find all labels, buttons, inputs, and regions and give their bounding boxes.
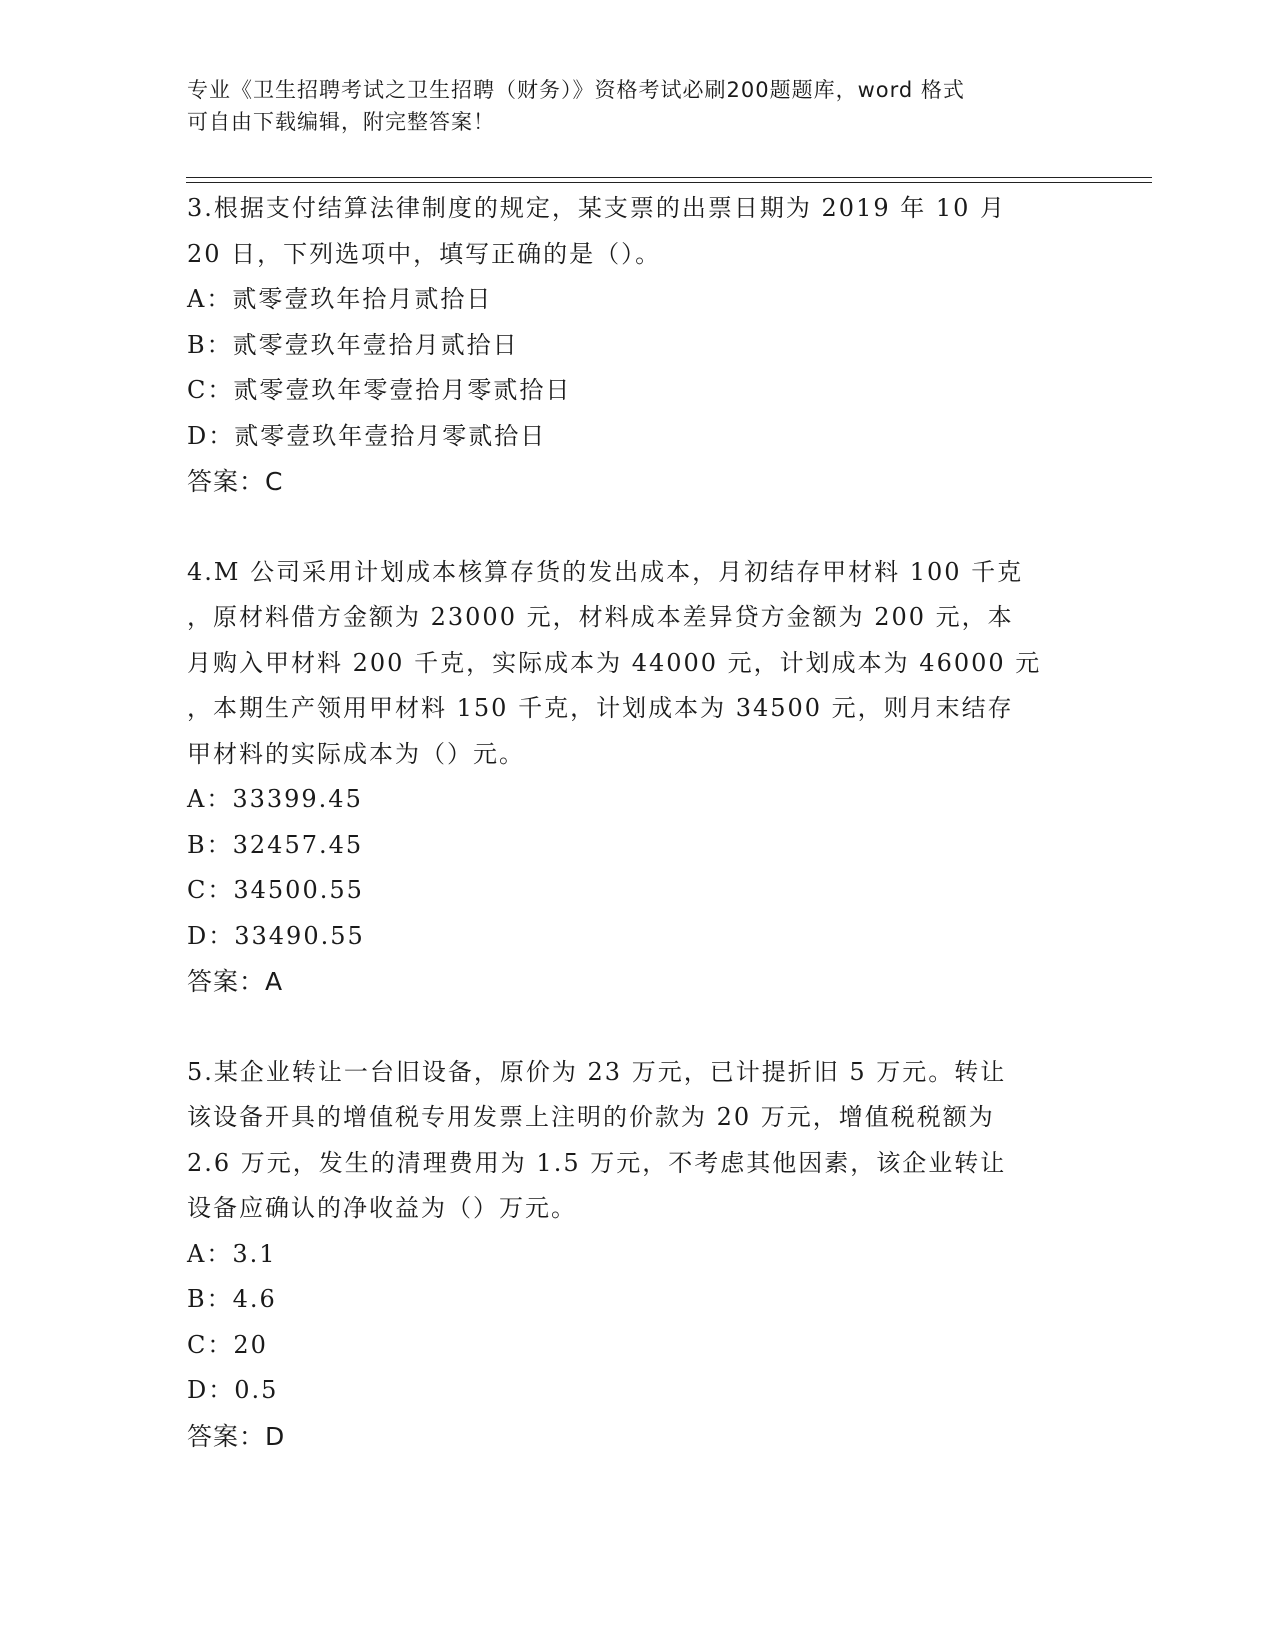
option-b: B：32457.45 — [187, 830, 364, 859]
option-c: C：34500.55 — [187, 876, 364, 904]
question-text — [187, 186, 1087, 277]
question-line: 设备应确认的净收益为（）万元。 — [187, 1194, 577, 1222]
option-b: B：4.6 — [187, 1285, 277, 1313]
question-spacer — [187, 1005, 1087, 1050]
question-3 — [187, 186, 1087, 505]
option-d: D：0.5 — [187, 1376, 279, 1404]
question-line: 月购入甲材料 200 千克，实际成本为 44000 元，计划成本为 46000 元 — [187, 648, 1042, 677]
option-d: D：33490.55 — [187, 921, 365, 950]
option-b: B：贰零壹玖年壹拾月贰拾日 — [187, 330, 519, 359]
answer-line: 答案：D — [187, 1421, 286, 1451]
question-text — [187, 1050, 1087, 1232]
question-line: 2.6 万元，发生的清理费用为 1.5 万元，不考虑其他因素，该企业转让 — [187, 1148, 1007, 1177]
question-line: 20 日，下列选项中，填写正确的是（）。 — [187, 239, 662, 268]
header-line-1: 专业《卫生招聘考试之卫生招聘（财务）》资格考试必刷200题题库，word 格式 — [187, 78, 965, 102]
header-rule-top — [186, 177, 1152, 178]
answer-line: 答案：C — [187, 467, 284, 496]
option-a: A：贰零壹玖年拾月贰拾日 — [187, 285, 493, 313]
question-text — [187, 550, 1087, 778]
document-header — [187, 74, 1067, 138]
question-list — [187, 186, 1087, 1459]
header-line-2: 可自由下载编辑，附完整答案！ — [187, 110, 495, 134]
question-line: 该设备开具的增值税专用发票上注明的价款为 20 万元，增值税税额为 — [187, 1103, 995, 1131]
question-5 — [187, 1050, 1087, 1460]
option-d: D：贰零壹玖年壹拾月零贰拾日 — [187, 421, 547, 450]
question-line: ，原材料借方金额为 23000 元，材料成本差异贷方金额为 200 元，本 — [187, 603, 1014, 631]
question-4 — [187, 550, 1087, 1005]
header-rule-bottom — [186, 182, 1152, 183]
question-line: 3.根据支付结算法律制度的规定，某支票的出票日期为 2019 年 10 月 — [187, 194, 1007, 222]
option-a: A：33399.45 — [187, 785, 363, 813]
option-c: C：20 — [187, 1330, 268, 1359]
option-a: A：3.1 — [187, 1239, 277, 1268]
option-c: C：贰零壹玖年零壹拾月零贰拾日 — [187, 376, 572, 404]
question-spacer — [187, 505, 1087, 550]
answer-line: 答案：A — [187, 967, 284, 996]
question-line: ，本期生产领用甲材料 150 千克，计划成本为 34500 元，则月末结存 — [187, 694, 1014, 722]
question-line: 4.M 公司采用计划成本核算存货的发出成本，月初结存甲材料 100 千克 — [187, 557, 1024, 586]
question-line: 5.某企业转让一台旧设备，原价为 23 万元，已计提折旧 5 万元。转让 — [187, 1057, 1007, 1086]
question-line: 甲材料的实际成本为（）元。 — [187, 739, 525, 768]
